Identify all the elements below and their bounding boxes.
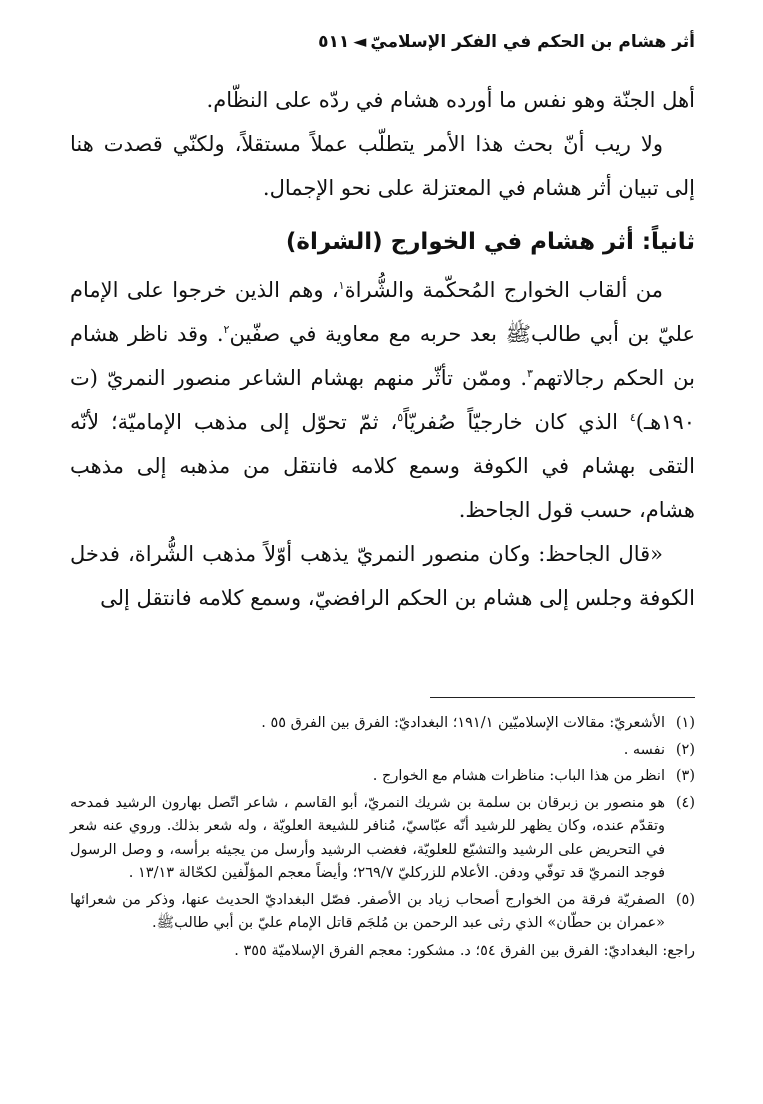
paragraph-3-part-b: ، وهم الذين خرجوا على الإمام عليّ بن أبي طالبﷺ بعد حربه مع معاوية في صفّين <box>70 278 696 346</box>
footnote-number: (٥) <box>675 891 695 908</box>
paragraph-3-part-e: الذي كان خارجيّاً صُفريّاً <box>403 410 630 434</box>
paragraph-3-part-c: . وقد ناظر هشام بن الحكم رجالاتهم <box>70 322 695 390</box>
paragraph-3-part-d: . وممّن تأثّر منهم بهشام الشاعر منصور النمريّ (ت ١٩٠هـ) <box>70 366 696 434</box>
footnote-reference-line: راجع: البغداديّ: الفرق بين الفرق ٥٤؛ د. مشكور: معجم الفرق الإسلاميّة ٣٥٥ . <box>234 942 695 959</box>
footnote-number: (٢) <box>675 741 695 758</box>
footnote-ref-4[interactable]: ٤ <box>629 411 636 424</box>
paragraph-4-quote: «قال الجاحظ: وكان منصور النمريّ يذهب أوّلاً مذهب الشُّراة، فدخل الكوفة وجلس إلى هشام بن الحكم الرافضيّ، وسمع كلامه فانتقل إلى <box>70 542 695 610</box>
footnote-text: هو منصور بن زبرقان بن سلمة بن شريك النمريّ، أبو القاسم ، شاعر اتّصل بهارون الرشيد فمدحه وتقدّم عنده، وكان يظهر للرشيد أنّه عبّاسيّ، مُنافر للشيعة العلويّة ، وله شعر بذلك. وروي عنه شعر في التحريض على الرشيد والتشيّع للعلويّة، فغضب الرشيد وأرسل من يجيئه برأسه، و وصل الرسول فوجد النمريّ قد توفّي ودفن. الأعلام للزركليّ ٢٦٩/٧؛ وأيضاً معجم المؤلّفين لكحّالة ١٣/١٣ . <box>70 794 665 881</box>
footnotes <box>70 712 695 963</box>
paragraph-3-part-a: من ألقاب الخوارج المُحكّمة والشُّراة <box>344 278 663 302</box>
page-number: ٥١١ <box>318 32 350 52</box>
paragraph-3-part-f: ، ثمّ تحوّل إلى مذهب الإماميّة؛ لأنّه التقى بهشام في الكوفة وسمع كلامه فانتقل من مذهبه إلى مذهب هشام، حسب قول الجاحظ. <box>70 410 695 522</box>
footnote-ref-2[interactable]: ٢ <box>223 323 230 336</box>
paragraph-1: أهل الجنّة وهو نفس ما أورده هشام في ردّه على النظّام. <box>206 88 695 112</box>
footnote-number: (٣) <box>675 768 695 784</box>
footnote-separator <box>430 697 695 698</box>
footnote-text: انظر من هذا الباب: مناظرات هشام مع الخوارج . <box>372 768 665 784</box>
header-separator: ◄ <box>353 32 367 52</box>
footnote-number: (٤) <box>675 794 695 811</box>
footnote-text: نفسه . <box>623 741 665 758</box>
footnote-text: الصفريّة فرقة من الخوارج أصحاب زياد بن الأصفر. فصّل البغداديّ الحديث عنها، وذكر من شعرائها «عمران بن حطّان» الذي رثى عبد الرحمن بن مُلجَم قاتل الإمام عليّ بن أبي طالبﷺ. <box>70 891 665 931</box>
footnote-number: (١) <box>675 715 695 731</box>
footnote-ref-1[interactable]: ١ <box>338 279 345 292</box>
footnote-1 <box>70 712 695 736</box>
footnote-4 <box>70 792 695 886</box>
footnote-ref-3[interactable]: ٣ <box>527 367 533 380</box>
footnote-3 <box>70 765 695 789</box>
footnote-ref-5[interactable]: ٥ <box>397 411 404 424</box>
running-header-title: أثر هشام بن الحكم في الفكر الإسلاميّ <box>370 32 695 52</box>
paragraph-2: ولا ريب أنّ بحث هذا الأمر يتطلّب عملاً مستقلاً، ولكنّي قصدت هنا إلى تبيان أثر هشام في المعتزلة على نحو الإجمال. <box>70 132 695 200</box>
section-heading: ثانياً: أثر هشام في الخوارج (الشراة) <box>285 229 695 255</box>
footnote-5 <box>70 889 695 936</box>
footnote-text: الأشعريّ: مقالات الإسلاميّين ١٩١/١؛ البغداديّ: الفرق بين الفرق ٥٥ . <box>261 715 665 731</box>
main-text <box>70 78 695 620</box>
running-header <box>70 32 695 52</box>
paragraph-3 <box>70 268 695 532</box>
footnote-2 <box>70 739 695 763</box>
